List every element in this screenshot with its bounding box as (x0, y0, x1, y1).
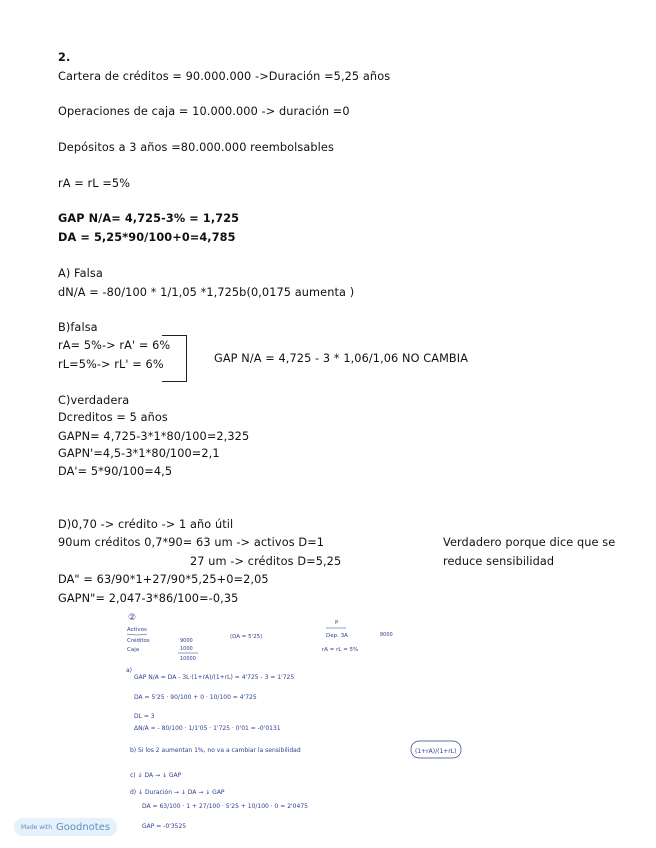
hw-text: 9000 (180, 638, 193, 644)
hw-text: 10000 (180, 656, 196, 662)
hw-underline (127, 634, 147, 635)
hw-text: (1+rA)/(1+rL) (415, 748, 457, 755)
note-line: GAP N/A = 4,725 - 3 * 1,06/1,06 NO CAMBIA (214, 352, 469, 365)
answer-heading: C)verdadera (58, 394, 130, 407)
note-line: DA = 5,25*90/100+0=4,785 (58, 231, 236, 244)
badge-brand: Goodnotes (56, 821, 111, 833)
hw-text: 1000 (180, 646, 193, 652)
badge-prefix: Made with (21, 823, 52, 831)
hw-text: Activos (127, 627, 147, 633)
note-line: dN/A = -80/100 * 1/1,05 *1,725b(0,0175 aumenta ) (58, 286, 355, 299)
note-line: rA = rL =5% (58, 177, 131, 190)
note-line: GAPN'=4,5-3*1*80/100=2,1 (58, 447, 220, 460)
hw-text: c) ↓ DA → ↓ GAP (130, 772, 182, 779)
note-line: GAPN"= 2,047-3*86/100=-0,35 (58, 592, 239, 605)
hw-text: DA = 5'25 · 90/100 + 0 · 10/100 = 4'725 (134, 694, 257, 701)
answer-heading: D)0,70 -> crédito -> 1 año útil (58, 518, 234, 531)
goodnotes-badge[interactable] (14, 818, 117, 836)
hw-text: Créditos (127, 638, 150, 644)
hw-text: b) Si los 2 aumentan 1%, no va a cambiar la sensibilidad (130, 747, 301, 754)
note-line: DA'= 5*90/100=4,5 (58, 465, 173, 478)
hw-text: DL = 3 (134, 713, 155, 720)
section-number: 2. (58, 51, 71, 64)
answer-heading: B)falsa (58, 321, 98, 334)
hw-text: ΔN/A = - 80/100 · 1/1'05 · 1'725 · 0'01 = -0'0131 (134, 725, 281, 732)
note-line: Operaciones de caja = 10.000.000 -> duración =0 (58, 105, 350, 118)
note-line: Verdadero porque dice que se (443, 536, 616, 549)
hw-text: a) (126, 667, 133, 674)
note-line: Cartera de créditos = 90.000.000 ->Duración =5,25 años (58, 70, 391, 83)
hw-text: 8000 (380, 632, 393, 638)
note-line: Dcreditos = 5 años (58, 411, 168, 424)
hw-text: GAP = -0'3525 (142, 823, 187, 830)
hw-circled-number: ② (128, 613, 137, 623)
note-line: DA" = 63/90*1+27/90*5,25+0=2,05 (58, 573, 269, 586)
hw-text: rA = rL = 5% (322, 647, 359, 653)
note-line: reduce sensibilidad (443, 555, 555, 568)
hw-text: DA = 63/100 · 1 + 27/100 · 5'25 + 10/100 · 0 = 2'0475 (142, 803, 308, 810)
note-line: rL=5%-> rL' = 6% (58, 358, 164, 371)
note-line: Depósitos a 3 años =80.000.000 reembolsables (58, 141, 334, 154)
hw-text: Dep. 3A (326, 633, 348, 639)
answer-heading: A) Falsa (58, 267, 103, 280)
hw-text: P (335, 620, 339, 626)
hw-text: GAP N/A = DA - 3L·(1+rA)/(1+rL) = 4'725 - 3 = 1'725 (134, 674, 295, 681)
note-line: GAPN= 4,725-3*1*80/100=2,325 (58, 430, 250, 443)
note-line: GAP N/A= 4,725-3% = 1,725 (58, 212, 240, 225)
hw-text: (DA = 5'25) (230, 634, 263, 640)
note-line: 27 um -> créditos D=5,25 (190, 555, 342, 568)
hw-text: d) ↓ Duración → ↓ DA → ↓ GAP (130, 789, 225, 796)
note-line: rA= 5%-> rA' = 6% (58, 339, 171, 352)
hw-text: Caja (127, 647, 140, 653)
note-line: 90um créditos 0,7*90= 63 um -> activos D=1 (58, 536, 325, 549)
